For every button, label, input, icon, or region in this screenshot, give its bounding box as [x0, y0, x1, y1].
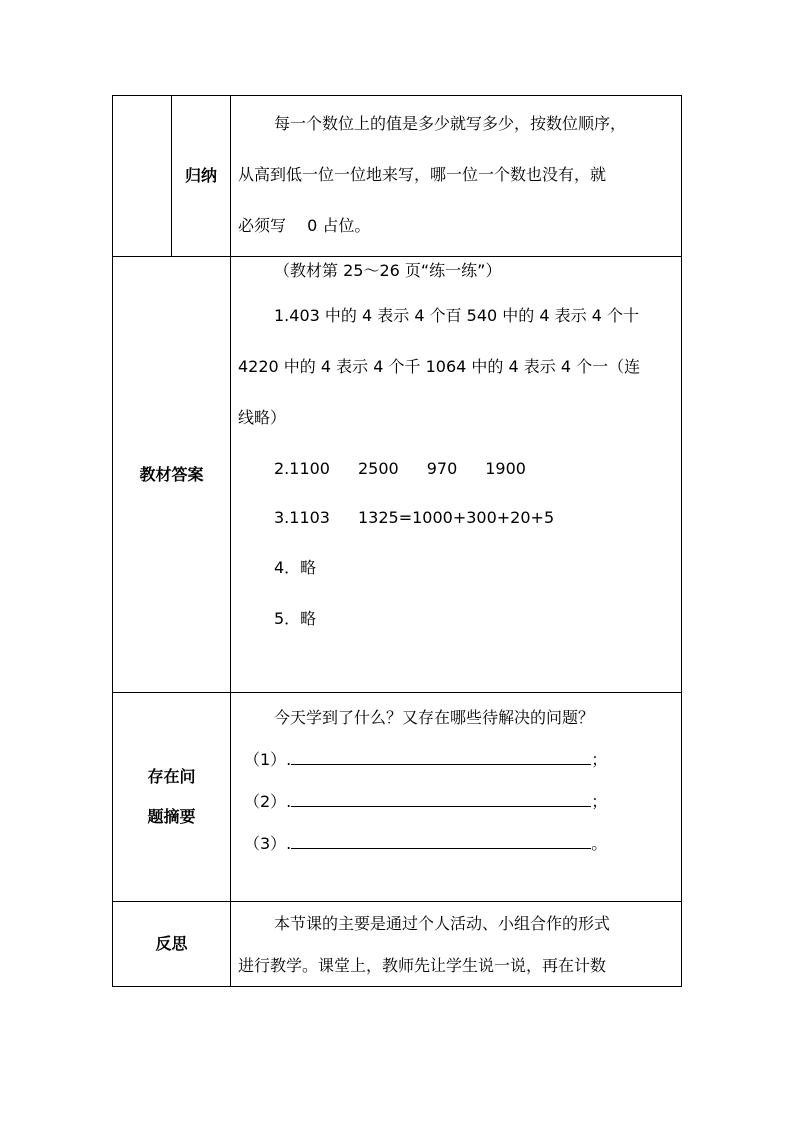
summary-content	[231, 96, 682, 257]
problem-item-3-blank[interactable]	[291, 830, 591, 849]
reflection-content	[231, 902, 682, 987]
problem-item-2[interactable]	[238, 781, 675, 823]
problem-item-1[interactable]	[238, 739, 675, 781]
answers-item-3	[238, 494, 675, 542]
problems-label-line-2: 题摘要	[147, 807, 196, 826]
answers-item-2	[238, 443, 675, 494]
summary-line-1: 每一个数位上的值是多少就写多少，按数位顺序，	[274, 114, 627, 133]
answers-line-2: 4220 中的 4 表示 4 个千 1064 中的 4 表示 4 个一（连	[238, 357, 641, 376]
summary-row	[113, 96, 682, 257]
answers-line-3: 线略）	[238, 408, 287, 427]
problem-item-3-prefix: （3）.	[244, 834, 292, 853]
item2-value-2: 2500	[357, 459, 399, 478]
item2-value-3: 970	[426, 459, 458, 478]
reflection-label: 反思	[113, 902, 231, 987]
answers-row	[113, 257, 682, 693]
answers-source: （教材第 25～26 页“练一练”）	[274, 261, 502, 280]
problem-item-3-suffix: 。	[591, 834, 608, 853]
item3-value-2: 1325=1000+300+20+5	[357, 508, 555, 527]
summary-line-3: 必须写 0 占位。	[238, 216, 371, 235]
problems-row	[113, 693, 682, 902]
problems-label	[113, 693, 231, 902]
reflection-line-1: 本节课的主要是通过个人活动、小组合作的形式	[274, 914, 611, 933]
item2-value-1: 2.1100	[274, 459, 330, 478]
answers-line-1: 1.403 中的 4 表示 4 个百 540 中的 4 表示 4 个十	[274, 306, 640, 325]
problem-item-2-blank[interactable]	[291, 788, 591, 807]
reflection-row	[113, 902, 682, 987]
problems-label-line-1: 存在问	[147, 767, 196, 786]
answers-item-4: 4．略	[274, 558, 317, 577]
problem-item-1-blank[interactable]	[291, 746, 591, 765]
problem-item-2-prefix: （2）.	[244, 792, 292, 811]
summary-label: 归纳	[172, 96, 231, 257]
summary-line-2: 从高到低一位一位地来写，哪一位一个数也没有，就	[238, 165, 607, 184]
answers-item-5: 5．略	[274, 609, 317, 628]
problem-item-1-suffix: ；	[591, 750, 608, 769]
item3-value-1: 3.1103	[274, 508, 330, 527]
problem-item-2-suffix: ；	[591, 792, 608, 811]
answers-content	[231, 257, 682, 693]
problem-item-1-prefix: （1）.	[244, 750, 292, 769]
reflection-line-2: 进行教学。课堂上，教师先让学生说一说，再在计数	[238, 956, 607, 975]
problems-content	[231, 693, 682, 902]
lesson-table	[112, 95, 682, 987]
item2-value-4: 1900	[485, 459, 526, 478]
answers-label: 教材答案	[113, 257, 231, 693]
summary-empty-cell	[113, 96, 172, 257]
problem-item-3[interactable]	[238, 823, 675, 865]
problems-prompt: 今天学到了什么？又存在哪些待解决的问题？	[274, 708, 595, 727]
